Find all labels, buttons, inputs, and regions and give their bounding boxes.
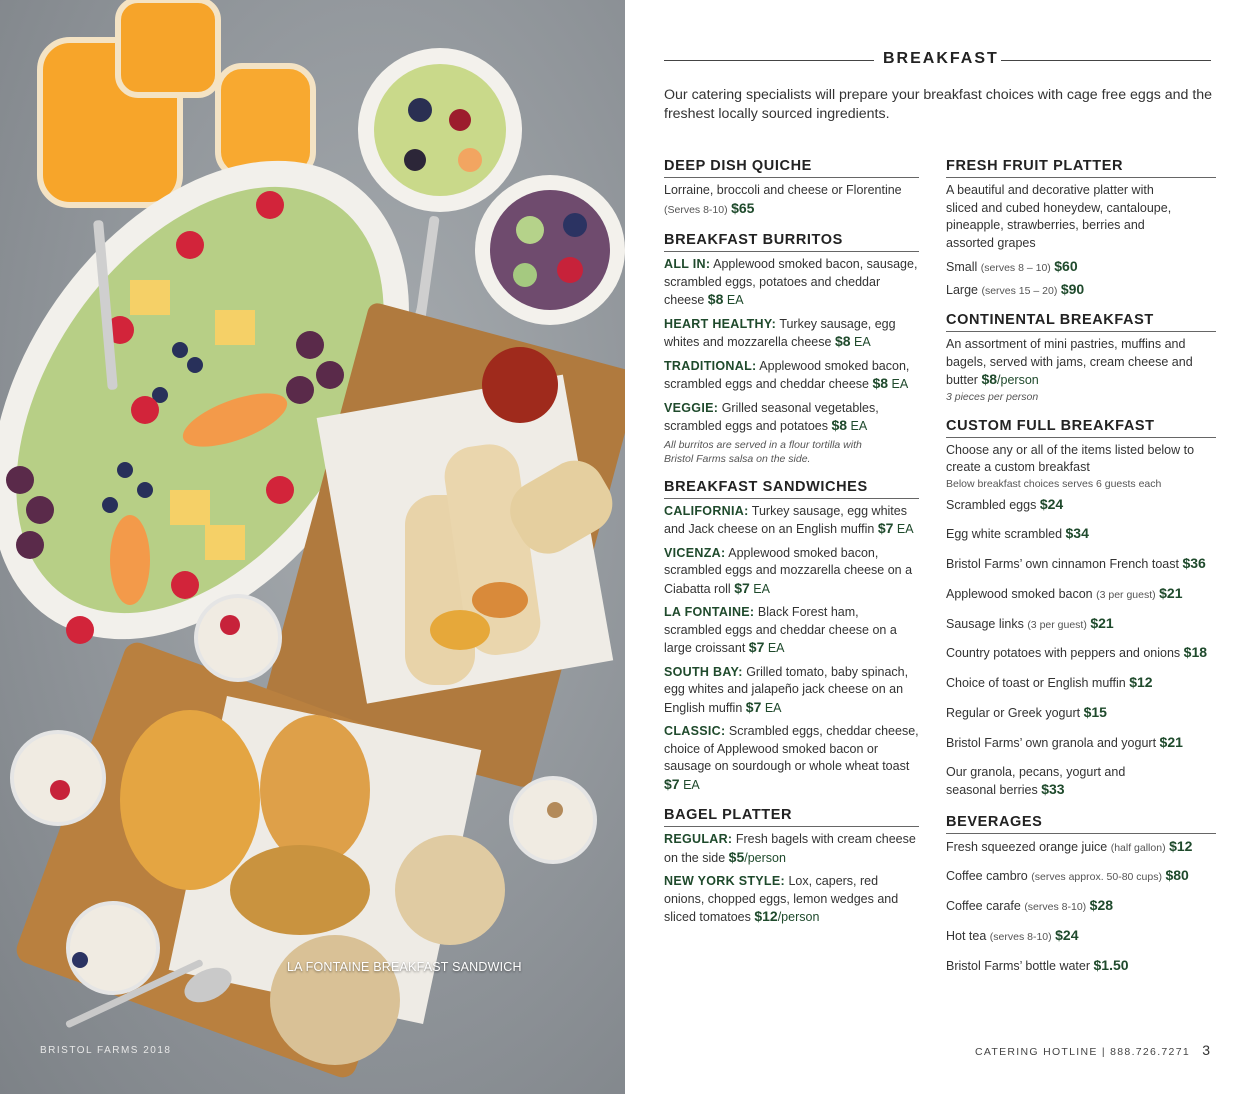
- item-unit: EA: [850, 419, 868, 433]
- item-desc: Fresh bagels with cream cheese on the side: [664, 832, 916, 865]
- section-title-quiche: DEEP DISH QUICHE: [664, 158, 919, 178]
- item-price: $7: [745, 698, 762, 715]
- header-rule-right: [1001, 60, 1211, 61]
- item-price: $8: [707, 291, 724, 307]
- beverage-item: [946, 867, 1216, 886]
- item-label: TRADITIONAL:: [664, 358, 757, 373]
- page-title: BREAKFAST: [883, 50, 999, 67]
- photo-footer: BRISTOL FARMS 2018: [40, 1045, 172, 1056]
- size-price: $90: [1060, 280, 1085, 297]
- beverage-price: $12: [1169, 837, 1193, 854]
- item-label: REGULAR:: [664, 832, 733, 846]
- header-rule-left: [664, 60, 874, 61]
- section-title-sandwiches: BREAKFAST SANDWICHES: [664, 479, 919, 499]
- item-desc: Grilled seasonal vegetables, scrambled eggs and potatoes: [664, 400, 879, 433]
- custom-item: [946, 704, 1216, 723]
- sandwich-item: [664, 723, 919, 794]
- item-price: $12: [754, 908, 778, 924]
- beverage-price: $1.50: [1093, 956, 1129, 973]
- size-price: $60: [1054, 258, 1078, 274]
- sandwich-item: [664, 664, 919, 718]
- bagel-item: [664, 873, 919, 927]
- item-price: $5: [728, 848, 745, 865]
- catering-hotline: CATERING HOTLINE | 888.726.7271: [974, 1046, 1190, 1058]
- item-desc: Lox, capers, red onions, chopped eggs, lemon wedges and sliced tomatoes: [664, 874, 899, 924]
- custom-desc: Choose any or all of the items listed below to create a custom breakfast: [946, 442, 1195, 474]
- item-label: CLASSIC:: [664, 724, 726, 738]
- custom-item-price: $34: [1065, 525, 1089, 542]
- custom-item-price: $15: [1083, 704, 1107, 721]
- burrito-item: [664, 358, 919, 394]
- item-label: ALL IN:: [664, 257, 711, 271]
- menu-right-column: [946, 158, 1216, 987]
- beverage-item: [946, 927, 1216, 946]
- item-price: $8: [872, 375, 889, 391]
- section-title-custom: CUSTOM FULL BREAKFAST: [946, 418, 1216, 438]
- beverage-extra: (serves 8-10): [989, 931, 1052, 944]
- fruit-size-small: [946, 258, 1216, 278]
- sandwich-item: [664, 503, 919, 539]
- continental-item: [946, 336, 1196, 390]
- custom-item: [946, 555, 1216, 574]
- item-price: $7: [748, 639, 765, 655]
- item-desc: Grilled tomato, baby spinach, egg whites and jalapeño jack cheese on an English muffin: [664, 664, 909, 715]
- beverage-extra: (half gallon): [1110, 841, 1166, 854]
- beverage-item: [946, 957, 1216, 976]
- item-unit: EA: [683, 777, 700, 792]
- section-title-continental: CONTINENTAL BREAKFAST: [946, 312, 1216, 332]
- size-name: Large: [946, 282, 978, 297]
- beverage-extra: (serves approx. 50-80 cups): [1031, 871, 1162, 884]
- item-desc: Applewood smoked bacon, scrambled eggs and cheddar cheese: [664, 358, 910, 391]
- beverage-item: [946, 838, 1216, 857]
- custom-item-price: $12: [1129, 674, 1153, 691]
- item-desc: Black Forest ham, scrambled eggs and cheddar cheese on a large croissant: [664, 605, 897, 655]
- item-label: SOUTH BAY:: [664, 664, 743, 679]
- item-label: HEART HEALTHY:: [664, 316, 777, 331]
- item-label: CALIFORNIA:: [664, 503, 749, 518]
- section-title-beverages: BEVERAGES: [946, 814, 1216, 834]
- fruit-desc: A beautiful and decorative platter with sliced and cubed honeydew, cantaloupe, pineapple, strawberries, berries and assorted grapes: [946, 183, 1172, 250]
- custom-item-name: Bristol Farms’ own cinnamon French toast: [946, 557, 1179, 572]
- item-unit: /person: [744, 850, 786, 865]
- menu-left-column: [664, 158, 919, 933]
- item-label: VEGGIE:: [664, 400, 719, 415]
- item-label: LA FONTAINE:: [664, 605, 755, 619]
- beverage-name: Hot tea: [946, 929, 987, 944]
- custom-item-name: Bristol Farms’ own granola and yogurt: [946, 735, 1157, 750]
- beverage-name: Coffee carafe: [946, 899, 1021, 914]
- item-desc: Scrambled eggs, cheddar cheese, choice of Applewood smoked bacon or sausage on sourdough or whole wheat toast: [664, 724, 919, 773]
- custom-item-price: $21: [1090, 614, 1114, 631]
- item-desc: Turkey sausage, egg whites and mozzarella cheese: [664, 316, 896, 349]
- custom-item-name: Sausage links: [946, 616, 1024, 631]
- item-unit: EA: [767, 641, 785, 655]
- item-unit: EA: [854, 335, 871, 349]
- quiche-item: [664, 182, 919, 219]
- beverage-price: $28: [1089, 897, 1114, 914]
- size-name: Small: [946, 260, 978, 274]
- custom-item-name: Country potatoes with peppers and onions: [946, 646, 1181, 661]
- custom-item-price: $18: [1183, 644, 1208, 661]
- sandwich-item: [664, 545, 919, 599]
- continental-note: 3 pieces per person: [946, 390, 1039, 403]
- burrito-item: [664, 400, 919, 436]
- section-title-bagels: BAGEL PLATTER: [664, 807, 919, 827]
- burrito-item: [664, 316, 919, 352]
- size-serves: (serves 15 – 20): [981, 284, 1058, 297]
- custom-item-extra: (3 per guest): [1096, 588, 1156, 601]
- item-desc: Turkey sausage, egg whites and Jack cheese on an English muffin: [664, 503, 907, 536]
- page-footer: [975, 1042, 1210, 1058]
- item-price: $8: [834, 333, 851, 349]
- intro-text: Our catering specialists will prepare your breakfast choices with cage free eggs and the freshest locally sourced ingredients.: [664, 87, 1213, 122]
- quiche-price: $65: [731, 199, 755, 216]
- custom-item-name: Our granola, pecans, yogurt and seasonal berries: [946, 764, 1126, 797]
- custom-item-extra: (3 per guest): [1027, 618, 1087, 631]
- beverage-name: Fresh squeezed orange juice: [946, 839, 1108, 854]
- menu-panel: [625, 0, 1250, 1094]
- item-price: $7: [664, 775, 680, 792]
- beverage-price: $24: [1055, 927, 1079, 944]
- item-unit: EA: [726, 293, 744, 307]
- custom-item-name: Regular or Greek yogurt: [946, 706, 1081, 721]
- burrito-note: All burritos are served in a flour tortilla with Bristol Farms salsa on the side.: [664, 438, 862, 465]
- continental-desc: An assortment of mini pastries, muffins and bagels, served with jams, cream cheese and butter: [946, 337, 1193, 387]
- item-price: $8: [831, 417, 848, 433]
- item-label: NEW YORK STYLE:: [664, 874, 785, 888]
- custom-item: [946, 525, 1216, 544]
- custom-item-price: $33: [1041, 780, 1065, 797]
- item-price: $7: [877, 520, 894, 536]
- quiche-desc: Lorraine, broccoli and cheese or Florentine: [664, 183, 902, 197]
- custom-item-price: $24: [1039, 495, 1064, 512]
- burrito-item: [664, 256, 919, 310]
- custom-item: [946, 585, 1216, 604]
- custom-item: [946, 496, 1216, 515]
- quiche-serves: (Serves 8-10): [664, 203, 728, 216]
- custom-item-price: $21: [1159, 584, 1183, 601]
- item-unit: EA: [891, 377, 909, 391]
- item-unit: EA: [753, 581, 770, 596]
- custom-item: [946, 734, 1216, 753]
- beverage-name: Coffee cambro: [946, 869, 1028, 884]
- custom-item: [946, 764, 1146, 800]
- beverage-extra: (serves 8-10): [1024, 901, 1087, 914]
- continental-price: $8: [981, 371, 998, 387]
- custom-item-price: $21: [1159, 733, 1183, 750]
- custom-item-name: Applewood smoked bacon: [946, 586, 1093, 601]
- custom-item: [946, 644, 1216, 663]
- beverage-price: $80: [1165, 867, 1189, 884]
- photo-caption: LA FONTAINE BREAKFAST SANDWICH: [287, 960, 522, 974]
- custom-item-name: Egg white scrambled: [946, 527, 1063, 542]
- item-label: VICENZA:: [664, 545, 726, 560]
- custom-note: Below breakfast choices serves 6 guests each: [946, 477, 1162, 490]
- item-desc: Applewood smoked bacon, sausage, scrambled eggs, potatoes and cheddar cheese: [664, 257, 918, 307]
- section-title-fruit: FRESH FRUIT PLATTER: [946, 158, 1216, 178]
- section-title-burritos: BREAKFAST BURRITOS: [664, 232, 919, 252]
- size-serves: (serves 8 – 10): [980, 262, 1051, 274]
- item-unit: EA: [896, 522, 914, 536]
- beverage-item: [946, 897, 1216, 916]
- item-unit: EA: [764, 700, 782, 715]
- custom-item: [946, 615, 1216, 634]
- fruit-size-large: [946, 281, 1216, 301]
- bagel-item: [664, 831, 919, 867]
- continental-unit: /person: [997, 373, 1039, 387]
- custom-item: [946, 674, 1216, 693]
- sandwich-item: [664, 604, 919, 658]
- custom-item-name: Scrambled eggs: [946, 497, 1037, 512]
- page-number: 3: [1202, 1042, 1210, 1058]
- item-desc: Applewood smoked bacon, scrambled eggs and mozzarella cheese on a Ciabatta roll: [664, 545, 913, 596]
- item-unit: /person: [777, 910, 820, 924]
- custom-item-name: Choice of toast or English muffin: [946, 676, 1126, 691]
- beverage-name: Bristol Farms’ bottle water: [946, 958, 1091, 973]
- custom-item-price: $36: [1182, 555, 1206, 572]
- item-price: $7: [734, 579, 750, 596]
